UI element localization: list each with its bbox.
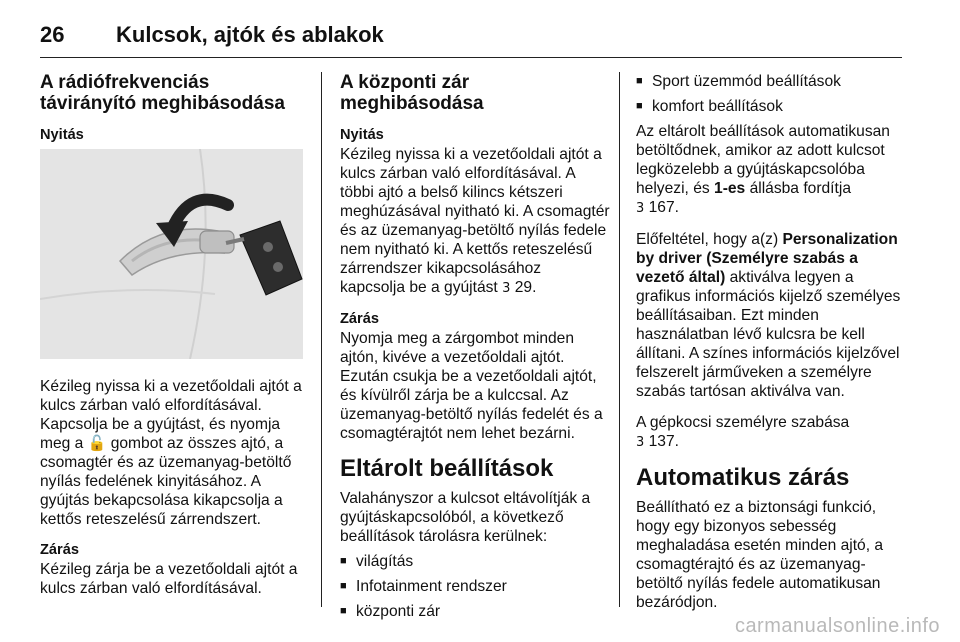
door-handle-key-svg: [40, 149, 303, 359]
subheading-locking: Zárás: [40, 542, 79, 558]
header-rule: [40, 57, 902, 58]
paragraph-locking: Kézileg zárja be a vezetőoldali ajtót a kulcs zárban való elfordításával.: [40, 561, 298, 597]
page-title: Kulcsok, ajtók és ablakok: [116, 22, 384, 47]
paragraph-auto-load: Az eltárolt beállítások automatikusan betöltődnek, amikor az adott kulcsot legközelebb a gyújtáskapcsolóba helyezi, és 1-es állásba fordítja 3 167.: [636, 123, 890, 216]
column-2: [340, 72, 610, 627]
section-title-auto-locking: Automatikus zárás: [636, 464, 850, 491]
watermark: carmanualsonline.info: [734, 615, 940, 637]
subheading-locking: Zárás: [340, 311, 379, 327]
column-divider-1: [321, 72, 322, 607]
unlock-icon: 🔓: [87, 434, 107, 452]
paragraph-opening: Kézileg nyissa ki a vezetőoldali ajtót a kulcs zárban való elfordításával. A többi ajtó a belső kilincs kétszeri meghúzásával nyitható ki. A csomagtér és az üzemanyag-betöltő nyílás fedele nem nyitható ki. A kettős reteszelésű zárrendszer kikapcsolásához kapcsolja be a gyújtást 3 29.: [340, 146, 610, 296]
subheading-opening: Nyitás: [40, 127, 84, 143]
stored-settings-list-cont: [636, 72, 908, 116]
section-title-stored-settings: Eltárolt beállítások: [340, 455, 554, 482]
section-heading-remote-failure: A rádiófrekvenciás távirányító meghibásodása: [40, 72, 285, 114]
column-3: [636, 72, 908, 624]
page-number: 26: [40, 22, 65, 47]
list-item: ■ Infotainment rendszer: [340, 577, 610, 596]
paragraph-personalization-ref: A gépkocsi személyre szabása 3 137.: [636, 414, 850, 450]
paragraph-locking: Nyomja meg a zárgombot minden ajtón, kivéve a vezetőoldali ajtót. Ezután csukja be a vezetőoldali ajtót, és kívülről zárja be a kulccsal. Az üzemanyag-betöltő nyílás fedelét és a csomagtérajtót nem lehet bezárni.: [340, 330, 603, 442]
page-ref-arrow-icon: 3: [502, 281, 511, 296]
list-item: ■ központi zár: [340, 602, 610, 621]
page-ref-arrow-icon: 3: [636, 201, 645, 216]
section-heading-central-lock-failure: A központi zár meghibásodása: [340, 72, 484, 114]
list-item: ■ világítás: [340, 552, 610, 571]
door-handle-illustration: [40, 149, 303, 359]
paragraph-opening: Kézileg nyissa ki a vezetőoldali ajtót a kulcs zárban való elfordításával. Kapcsolja be a gyújtást, és nyomja meg a 🔓 gombot az összes ajtó, a csomagtér és az üzemanyag-betöltő nyílás fedelének kinyitásához. A gyújtás bekapcsolása kikapcsolja a kettős reteszelésű zárrendszert.: [40, 378, 302, 528]
page-ref-arrow-icon: 3: [636, 435, 645, 450]
subheading-opening: Nyitás: [340, 127, 384, 143]
paragraph-stored-settings: Valahányszor a kulcsot eltávolítják a gyújtáskapcsolóból, a következő beállítások tárolásra kerülnek:: [340, 490, 591, 545]
paragraph-auto-locking: Beállítható ez a biztonsági funkció, hogy egy bizonyos sebesség meghaladása esetén minden ajtó, a csomagtérajtó és az üzemanyag-betöltő nyílás fedele automatikusan bezáródjon.: [636, 499, 884, 611]
column-1: [40, 72, 310, 610]
paragraph-prerequisite: Előfeltétel, hogy a(z) Personalization by driver (Személyre szabás a vezető által) aktiválva legyen a grafikus információs kijelző személyes beállításaiban. Ezt minden használatban lévő kulcsra be kell állítani. A színes információs kijelzővel felszerelt járműveken a személyre szabás tartósan aktiválva van.: [636, 231, 901, 400]
page-header: [40, 14, 900, 54]
column-divider-2: [619, 72, 620, 607]
stored-settings-list: [340, 552, 610, 621]
list-item: ■ komfort beállítások: [636, 97, 908, 116]
list-item: ■ Sport üzemmód beállítások: [636, 72, 908, 91]
